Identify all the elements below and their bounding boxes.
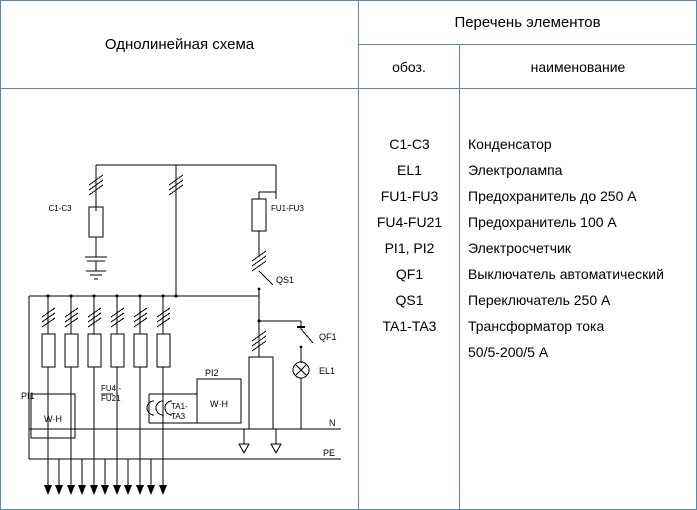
fuse-symbol (134, 334, 147, 367)
neutral-label: N (329, 418, 336, 428)
legend-name: Выключатель автоматический (468, 266, 664, 282)
capacitor-symbol (89, 207, 103, 237)
fuse-symbol (42, 334, 55, 367)
legend-row (359, 261, 696, 287)
switch-qs1-blade (259, 271, 273, 285)
lamp-el1-label: EL1 (319, 366, 336, 376)
meter-pi2-symbol: W·H (210, 399, 228, 409)
legend-row (359, 287, 696, 313)
legend-row (359, 339, 696, 365)
meter-pi2-label: PI2 (205, 368, 219, 378)
legend-row (359, 235, 696, 261)
legend-row (359, 209, 696, 235)
fuse-group-label-line1: FU4 - (101, 384, 121, 393)
legend-name: 50/5-200/5 А (468, 344, 549, 360)
earth-triangle-1 (239, 444, 249, 453)
meter-pi1-symbol: W·H (44, 414, 62, 424)
scheme-header-title: Однолинейная схема (1, 1, 359, 89)
fuse-group-label-line2: FU21 (101, 394, 121, 403)
fuse-symbol (111, 334, 124, 367)
three-phase-marks-feeders (42, 308, 170, 327)
legend-designation: C1-C3 (389, 136, 430, 152)
legend-designation: FU1-FU3 (380, 188, 439, 204)
single-line-diagram (1, 89, 358, 509)
fuse-symbol (157, 334, 170, 367)
legend-designation: TA1-TA3 (382, 318, 437, 334)
fuse-top-symbol (252, 199, 266, 231)
legend-row (359, 183, 696, 209)
breaker-qf1-blade (301, 329, 313, 343)
legend-column-name-header: наименование (460, 45, 696, 89)
ct-group-label-line1: TA1- (171, 402, 188, 411)
device-block (249, 357, 273, 429)
ct-coil-arc-2 (156, 401, 163, 415)
legend-header-title: Перечень элементов (359, 1, 696, 45)
switch-qs1-pivot (258, 288, 261, 291)
legend-designation: PI1, PI2 (384, 240, 435, 256)
earth-triangle-2 (271, 444, 281, 453)
switch-qs1-label: QS1 (276, 275, 295, 285)
ct-group-label-line2: TA3 (171, 412, 186, 421)
legend-row (359, 313, 696, 339)
fuse-symbol (88, 334, 101, 367)
legend-name: Конденсатор (468, 136, 552, 152)
fuse-symbol (65, 334, 78, 367)
legend-name: Предохранитель до 250 А (468, 188, 637, 204)
legend-designation: QF1 (395, 266, 424, 282)
junction-dots (46, 294, 260, 322)
legend-designation: QS1 (395, 292, 424, 308)
legend-list (359, 131, 696, 365)
legend-name: Переключатель 250 А (468, 292, 611, 308)
legend-name: Электролампа (468, 162, 563, 178)
legend-name: Предохранитель 100 А (468, 214, 617, 230)
legend-name: Электросчетчик (468, 240, 571, 256)
capacitor-label: C1-C3 (48, 204, 72, 213)
legend-name: Трансформатор тока (468, 318, 605, 334)
legend-designation: EL1 (397, 162, 422, 178)
breaker-qf1-pivot (300, 346, 303, 349)
ct-coil-arc-1 (147, 401, 154, 415)
outgoing-feeder-arrows (48, 459, 163, 487)
legend-row (359, 157, 696, 183)
breaker-qf1-label: QF1 (319, 332, 337, 342)
legend-column-designation-header: обоз. (359, 45, 460, 89)
meter-pi1-label: PI1 (21, 391, 35, 401)
legend-row (359, 131, 696, 157)
legend-designation: FU4-FU21 (376, 214, 443, 230)
fuse-top-label: FU1-FU3 (271, 204, 304, 213)
pe-label: PE (323, 448, 336, 458)
outgoing-feeder-arrowheads (44, 485, 167, 495)
